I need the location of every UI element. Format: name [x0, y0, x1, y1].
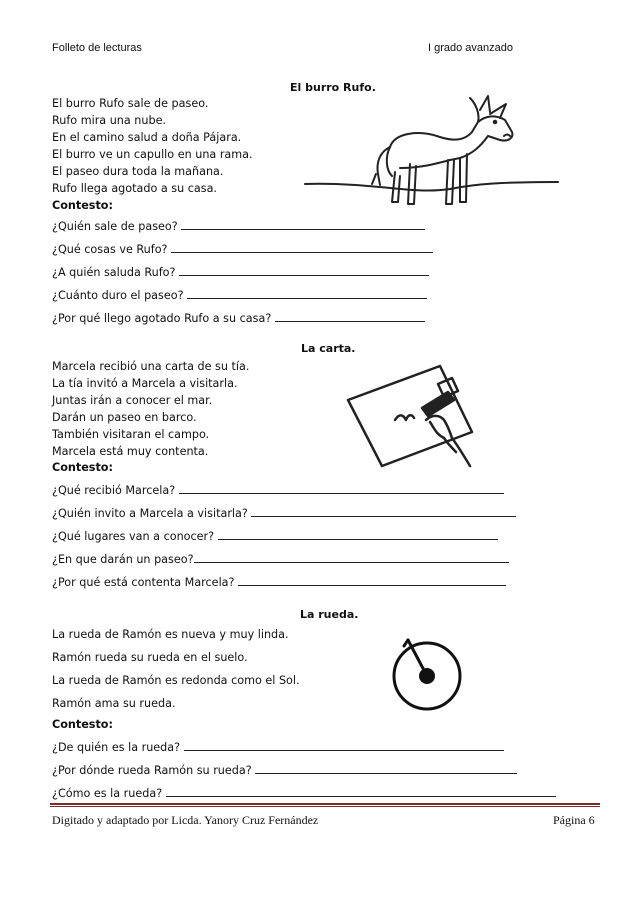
- question-text: ¿En que darán un paseo?: [52, 553, 194, 566]
- question-row: [52, 219, 425, 236]
- question-text: ¿Por dónde rueda Ramón su rueda?: [52, 764, 252, 777]
- story-line: La rueda de Ramón es nueva y muy linda.: [52, 628, 289, 641]
- question-text: ¿Cuánto duro el paseo?: [52, 289, 184, 302]
- question-row: [52, 575, 506, 592]
- question-row: [52, 552, 509, 569]
- question-text: ¿Por qué está contenta Marcela?: [52, 576, 235, 589]
- answer-label: Contesto:: [52, 718, 113, 731]
- section-title-burro: El burro Rufo.: [290, 81, 376, 94]
- question-row: [52, 265, 429, 282]
- section-title-rueda: La rueda.: [300, 608, 359, 621]
- question-text: ¿Qué cosas ve Rufo?: [52, 243, 168, 256]
- question-text: ¿De quién es la rueda?: [52, 741, 181, 754]
- question-row: [52, 506, 516, 523]
- section-title-carta: La carta.: [301, 342, 356, 355]
- question-row: [52, 529, 498, 546]
- answer-blank[interactable]: [194, 553, 509, 563]
- story-line: Rufo llega agotado a su casa.: [52, 182, 217, 195]
- answer-blank[interactable]: [187, 289, 427, 299]
- question-text: ¿A quién saluda Rufo?: [52, 266, 176, 279]
- question-row: [52, 786, 556, 803]
- footer-left: Digitado y adaptado por Licda. Yanory Cruz Fernández: [52, 813, 319, 827]
- question-text: ¿Qué lugares van a conocer?: [52, 530, 215, 543]
- answer-label: Contesto:: [52, 199, 113, 212]
- story-line: Rufo mira una nube.: [52, 114, 167, 127]
- story-line: Marcela está muy contenta.: [52, 445, 209, 458]
- header-right: I grado avanzado: [428, 42, 514, 54]
- story-line: La tía invitó a Marcela a visitarla.: [52, 377, 238, 390]
- answer-blank[interactable]: [275, 312, 425, 322]
- footer-rule-thin: [50, 806, 600, 807]
- answer-blank[interactable]: [179, 484, 504, 494]
- story-line: Juntas irán a conocer el mar.: [52, 394, 213, 407]
- answer-blank[interactable]: [179, 266, 429, 276]
- answer-blank[interactable]: [184, 741, 504, 751]
- story-line: Ramón ama su rueda.: [52, 697, 176, 710]
- question-row: [52, 288, 427, 305]
- answer-blank[interactable]: [166, 787, 556, 797]
- footer-rule: [50, 803, 600, 805]
- question-text: ¿Por qué llego agotado Rufo a su casa?: [52, 312, 272, 325]
- story-line: El burro ve un capullo en una rama.: [52, 148, 253, 161]
- header-left: Folleto de lecturas: [52, 42, 142, 54]
- footer-page-number: Página 6: [553, 813, 595, 827]
- question-text: ¿Cómo es la rueda?: [52, 787, 163, 800]
- question-row: [52, 483, 504, 500]
- answer-blank[interactable]: [218, 530, 498, 540]
- answer-blank[interactable]: [251, 507, 516, 517]
- letter-illustration: [340, 360, 490, 470]
- story-line: En el camino salud a doña Pájara.: [52, 131, 242, 144]
- story-line: El paseo dura toda la mañana.: [52, 165, 224, 178]
- answer-label: Contesto:: [52, 461, 113, 474]
- donkey-illustration: [300, 92, 565, 217]
- question-row: [52, 763, 517, 780]
- question-row: [52, 740, 504, 757]
- story-line: La rueda de Ramón es redonda como el Sol.: [52, 674, 300, 687]
- answer-blank[interactable]: [181, 220, 425, 230]
- answer-blank[interactable]: [171, 243, 433, 253]
- question-row: [52, 311, 425, 328]
- story-line: Ramón rueda su rueda en el suelo.: [52, 651, 248, 664]
- wheel-illustration: [380, 632, 470, 712]
- question-text: ¿Qué recibió Marcela?: [52, 484, 176, 497]
- question-text: ¿Quién invito a Marcela a visitarla?: [52, 507, 248, 520]
- question-row: [52, 242, 433, 259]
- story-line: Marcela recibió una carta de su tía.: [52, 360, 250, 373]
- story-line: Darán un paseo en barco.: [52, 411, 197, 424]
- answer-blank[interactable]: [238, 576, 506, 586]
- question-text: ¿Quién sale de paseo?: [52, 220, 178, 233]
- story-line: También visitaran el campo.: [52, 428, 210, 441]
- answer-blank[interactable]: [255, 764, 517, 774]
- story-line: El burro Rufo sale de paseo.: [52, 97, 209, 110]
